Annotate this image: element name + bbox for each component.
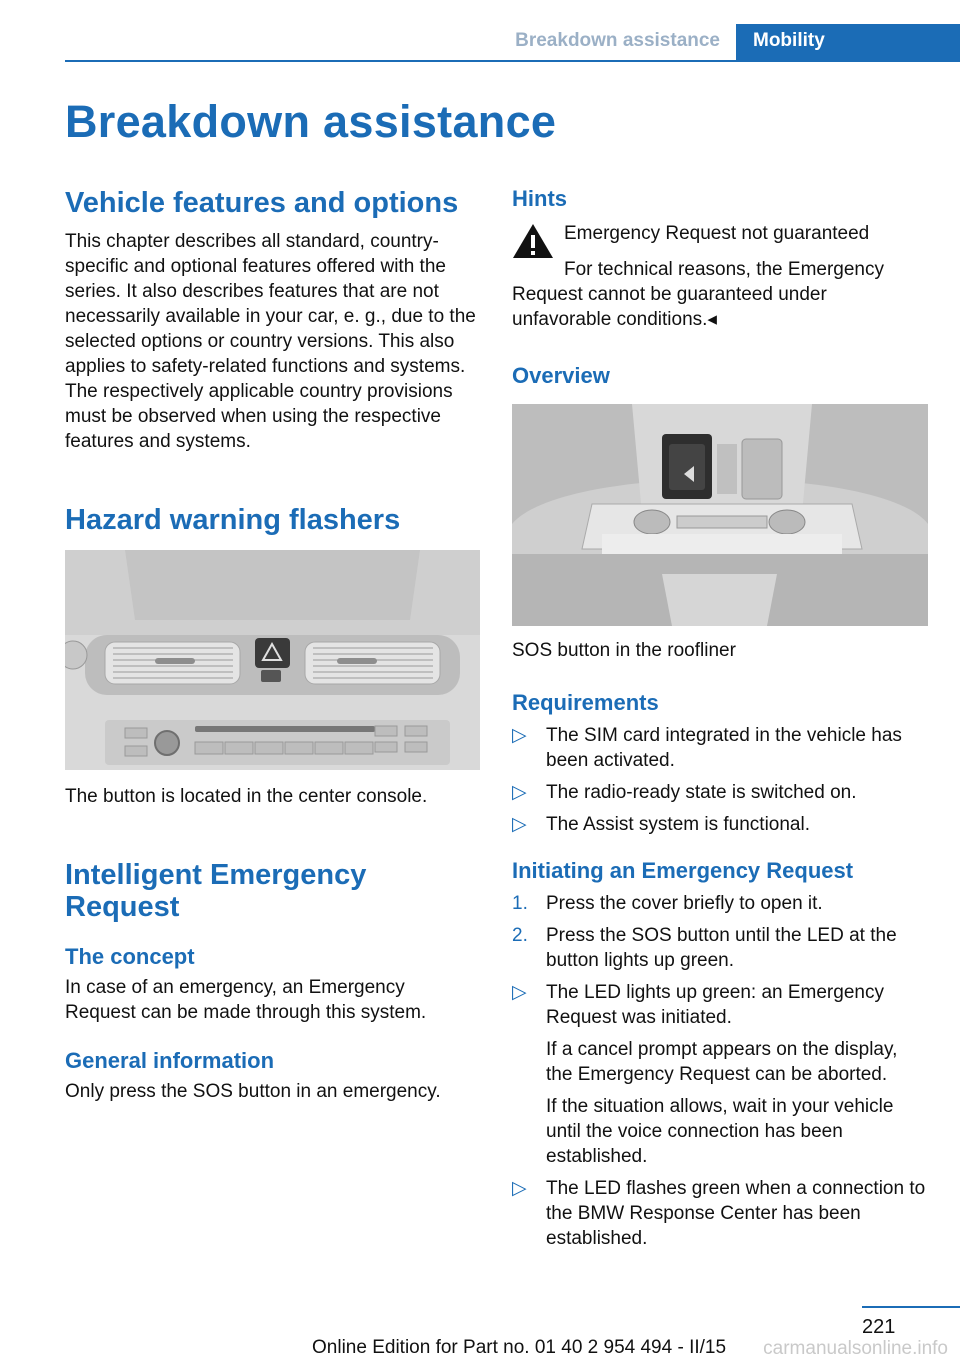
- vehicle-features-heading: Vehicle features and options: [65, 187, 459, 219]
- right-column: [512, 183, 928, 1258]
- header-section-title: Breakdown assistance: [515, 30, 720, 51]
- page-title: Breakdown assistance: [65, 96, 557, 147]
- hazard-caption: The button is located in the center console.: [65, 786, 428, 807]
- overview-heading: Overview: [512, 363, 610, 388]
- bullet-triangle-icon: ▷: [512, 982, 527, 1003]
- header-rule: [65, 60, 960, 62]
- outcomes-list: [512, 980, 928, 1251]
- warning-body: For technical reasons, the Emergency Request cannot be guaranteed under unfavorable conditions.◂: [512, 259, 884, 330]
- hints-heading: Hints: [512, 186, 567, 211]
- concept-heading: The concept: [65, 944, 195, 969]
- hazard-console-photo: [65, 550, 480, 770]
- overview-caption: SOS button in the roofliner: [512, 640, 736, 661]
- list-item: ▷ The LED lights up green: an Emergency Request was initiated. If a cancel prompt appears on the display, the Emergency Request can be aborted. If the situation allows, wait in your vehicle until the voice connection has been established.: [512, 980, 928, 1169]
- concept-body: In case of an emergency, an Emergency Request can be made through this system.: [65, 977, 427, 1023]
- list-item: 1. Press the cover briefly to open it.: [512, 893, 823, 914]
- watermark: carmanualsonline.info: [763, 1338, 948, 1359]
- bullet-triangle-icon: ▷: [512, 725, 527, 746]
- page-number: 221: [862, 1316, 896, 1338]
- edition-note: Online Edition for Part no. 01 40 2 954 494 - II/15: [312, 1337, 727, 1358]
- warning-triangle-icon: [512, 223, 554, 259]
- list-item: ▷ The LED flashes green when a connection to the BMW Response Center has been established.: [512, 1178, 926, 1249]
- sub-paragraph: If the situation allows, wait in your vehicle until the voice connection has been established.: [546, 1096, 894, 1167]
- list-item: ▷ The SIM card integrated in the vehicle has been activated.: [512, 725, 902, 771]
- initiating-heading: Initiating an Emergency Request: [512, 858, 854, 883]
- steps-list: [512, 891, 928, 973]
- general-info-body: Only press the SOS button in an emergency.: [65, 1081, 441, 1102]
- bullet-triangle-icon: ▷: [512, 1178, 527, 1199]
- general-info-heading: General information: [65, 1048, 275, 1073]
- bullet-triangle-icon: ▷: [512, 782, 527, 803]
- ier-heading: Intelligent Emergency Request: [65, 859, 367, 923]
- roofliner-sos-photo: [512, 404, 928, 626]
- vehicle-features-body: This chapter describes all standard, country-specific and optional features offered with the series. It also describes features that are not necessarily available in your car, e. g., due to the selected options or country versions. This also applies to safety-related functions and systems. The respectively applicable country provisions must be observed when using the respective features and systems.: [65, 231, 476, 452]
- requirements-heading: Requirements: [512, 690, 659, 715]
- header-chapter-tab: Mobility: [736, 24, 960, 62]
- requirements-list: [512, 723, 928, 837]
- warning-box: [512, 223, 928, 259]
- warning-title: Emergency Request not guaranteed: [564, 223, 870, 244]
- list-item: 2. Press the SOS button until the LED at the button lights up green.: [512, 925, 897, 971]
- footer-rule: [862, 1306, 960, 1308]
- list-item: ▷ The Assist system is functional.: [512, 814, 810, 835]
- left-column: [65, 183, 480, 1104]
- hazard-heading: Hazard warning flashers: [65, 504, 401, 536]
- list-item: ▷ The radio-ready state is switched on.: [512, 782, 857, 803]
- bullet-triangle-icon: ▷: [512, 814, 527, 835]
- sub-paragraph: If a cancel prompt appears on the display, the Emergency Request can be aborted.: [546, 1039, 898, 1085]
